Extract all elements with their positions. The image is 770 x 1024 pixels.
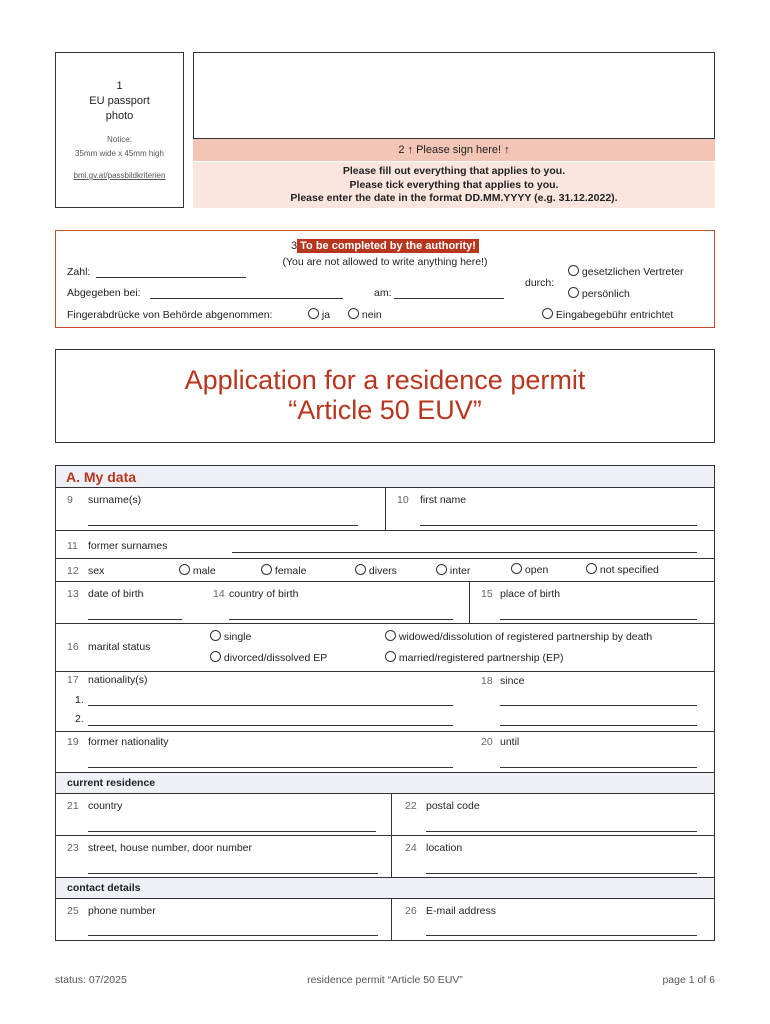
sex-label: sex <box>88 565 105 577</box>
f21-num: 21 <box>67 800 79 812</box>
f19-num: 19 <box>67 736 79 748</box>
photo-title-2: photo <box>105 110 134 122</box>
phone-label: phone number <box>88 905 156 917</box>
f17-num: 17 <box>67 674 79 686</box>
radio-persoenlich-icon[interactable] <box>568 287 579 298</box>
option-persoenlich[interactable] <box>568 287 630 300</box>
place-of-birth-field[interactable] <box>500 619 697 620</box>
footer-status: status: 07/2025 <box>55 974 127 986</box>
first-name-field[interactable] <box>420 525 697 526</box>
zahl-line[interactable] <box>96 277 246 278</box>
radio-married-icon[interactable] <box>385 651 396 662</box>
title-box <box>55 349 715 443</box>
place-of-birth-label: place of birth <box>500 588 561 600</box>
f12-num: 12 <box>67 565 79 577</box>
radio-widowed-icon[interactable] <box>385 630 396 641</box>
option-ja-label: ja <box>321 309 331 321</box>
location-label: location <box>426 842 463 854</box>
date-of-birth-field[interactable] <box>88 619 182 620</box>
nationality-row-2: 2. <box>75 713 84 725</box>
fingerprints-label: Fingerabdrücke von Behörde abgenommen: <box>67 309 273 321</box>
sex-option-divers[interactable]: divers <box>355 564 397 577</box>
radio-not-specified-icon[interactable] <box>586 563 597 574</box>
footer-page: page 1 of 6 <box>662 974 715 986</box>
f22-num: 22 <box>405 800 417 812</box>
since-label: since <box>500 675 525 687</box>
option-nein[interactable] <box>348 308 382 321</box>
f25-num: 25 <box>67 905 79 917</box>
former-surnames-field[interactable] <box>232 552 697 553</box>
until-field[interactable] <box>500 767 697 768</box>
country-of-birth-label: country of birth <box>229 588 299 600</box>
zahl-label: Zahl: <box>67 266 91 278</box>
email-field[interactable] <box>426 935 697 936</box>
radio-divorced-icon[interactable] <box>210 651 221 662</box>
f26-num: 26 <box>405 905 417 917</box>
radio-male-icon[interactable] <box>179 564 190 575</box>
f18-num: 18 <box>481 675 493 687</box>
contact-details-heading: contact details <box>56 878 714 899</box>
nationality-1-field[interactable] <box>88 705 453 706</box>
marital-married[interactable]: married/registered partnership (EP) <box>385 651 564 664</box>
f24-num: 24 <box>405 842 417 854</box>
postal-code-field[interactable] <box>426 831 697 832</box>
f16-num: 16 <box>67 641 79 653</box>
instruction-2: Please tick everything that applies to you. <box>349 178 559 191</box>
f23-num: 23 <box>67 842 79 854</box>
former-nationality-field[interactable] <box>88 767 453 768</box>
street-field[interactable] <box>88 873 378 874</box>
signature-bar <box>193 139 715 161</box>
postal-code-label: postal code <box>426 800 480 812</box>
current-residence-heading: current residence <box>56 773 714 794</box>
section-a <box>55 465 715 941</box>
marital-status-label: marital status <box>88 641 151 653</box>
photo-notice-label: Notice: <box>107 135 132 144</box>
option-ja[interactable] <box>308 308 330 321</box>
country-of-birth-field[interactable] <box>229 619 453 620</box>
authority-subtitle: (You are not allowed to write anything here!) <box>282 256 488 268</box>
abgegeben-line[interactable] <box>150 298 343 299</box>
radio-single-icon[interactable] <box>210 630 221 641</box>
sex-option-female[interactable]: female <box>261 564 306 577</box>
first-name-label: first name <box>420 494 467 506</box>
former-surnames-label: former surnames <box>88 540 168 552</box>
former-nationality-label: former nationality <box>88 736 169 748</box>
radio-nein-icon[interactable] <box>348 308 359 319</box>
date-of-birth-label: date of birth <box>88 588 144 600</box>
f14-num: 14 <box>213 588 225 600</box>
instruction-1: Please fill out everything that applies to you. <box>342 165 566 177</box>
f11-num: 11 <box>67 540 78 552</box>
option-fee[interactable] <box>542 308 673 321</box>
radio-ja-icon[interactable] <box>308 308 319 319</box>
surname-field[interactable] <box>88 525 358 526</box>
sex-option-open[interactable]: open <box>511 563 548 576</box>
photo-title-1: EU passport <box>89 95 150 107</box>
since-1-field[interactable] <box>500 705 697 706</box>
radio-vertreter-icon[interactable] <box>568 265 579 276</box>
abgegeben-label: Abgegeben bei: <box>67 287 141 299</box>
signature-field[interactable] <box>193 52 715 139</box>
radio-divers-icon[interactable] <box>355 564 366 575</box>
f9-num: 9 <box>67 494 73 506</box>
country-label: country <box>88 800 123 812</box>
email-label: E-mail address <box>426 905 497 917</box>
radio-fee-icon[interactable] <box>542 308 553 319</box>
nationality-row-1: 1. <box>75 694 84 706</box>
marital-widowed[interactable]: widowed/dissolution of registered partnership by death <box>385 630 652 643</box>
f13-num: 13 <box>67 588 79 600</box>
authority-box <box>55 230 715 328</box>
radio-female-icon[interactable] <box>261 564 272 575</box>
am-label: am: <box>374 287 392 299</box>
f15-num: 15 <box>481 588 493 600</box>
since-2-field[interactable] <box>500 725 697 726</box>
photo-number: 1 <box>116 80 123 92</box>
authority-title: To be completed by the authority! <box>297 239 479 253</box>
country-field[interactable] <box>88 831 376 832</box>
option-nein-label: nein <box>361 309 382 321</box>
marital-divorced[interactable]: divorced/dissolved EP <box>210 651 327 664</box>
instructions-box <box>193 162 715 208</box>
location-field[interactable] <box>426 873 697 874</box>
authority-number: 3 <box>291 240 298 252</box>
photo-box <box>55 52 184 208</box>
footer-center: residence permit “Article 50 EUV” <box>307 974 463 986</box>
marital-single[interactable]: single <box>210 630 251 643</box>
street-label: street, house number, door number <box>88 842 253 854</box>
nationality-label: nationality(s) <box>88 674 148 686</box>
f10-num: 10 <box>397 494 409 506</box>
am-line[interactable] <box>394 298 504 299</box>
signature-label: 2 ↑ Please sign here! ↑ <box>398 144 510 156</box>
option-vertreter-label: gesetzlichen Vertreter <box>581 266 684 278</box>
page-title-line2: “Article 50 EUV” <box>288 395 482 425</box>
durch-label: durch: <box>525 277 555 289</box>
photo-criteria-link[interactable]: bmi.gv.at/passbildkriterien <box>73 171 166 180</box>
instruction-3: Please enter the date in the format DD.MM.YYYY (e.g. 31.12.2022). <box>290 192 618 204</box>
section-a-heading: A. My data <box>56 466 714 488</box>
f20-num: 20 <box>481 736 493 748</box>
phone-field[interactable] <box>88 935 378 936</box>
sex-option-not-specified[interactable]: not specified <box>586 563 659 576</box>
option-fee-label: Eingabegebühr entrichtet <box>555 309 674 321</box>
option-vertreter[interactable] <box>568 265 683 278</box>
nationality-2-field[interactable] <box>88 725 453 726</box>
sex-option-inter[interactable]: inter <box>436 564 470 577</box>
photo-notice-size: 35mm wide x 45mm high <box>75 149 164 158</box>
option-persoenlich-label: persönlich <box>581 288 630 300</box>
surname-label: surname(s) <box>88 494 142 506</box>
sex-option-male[interactable]: male <box>179 564 216 577</box>
page-title-line1: Application for a residence permit <box>184 365 586 395</box>
radio-open-icon[interactable] <box>511 563 522 574</box>
radio-inter-icon[interactable] <box>436 564 447 575</box>
until-label: until <box>500 736 520 748</box>
